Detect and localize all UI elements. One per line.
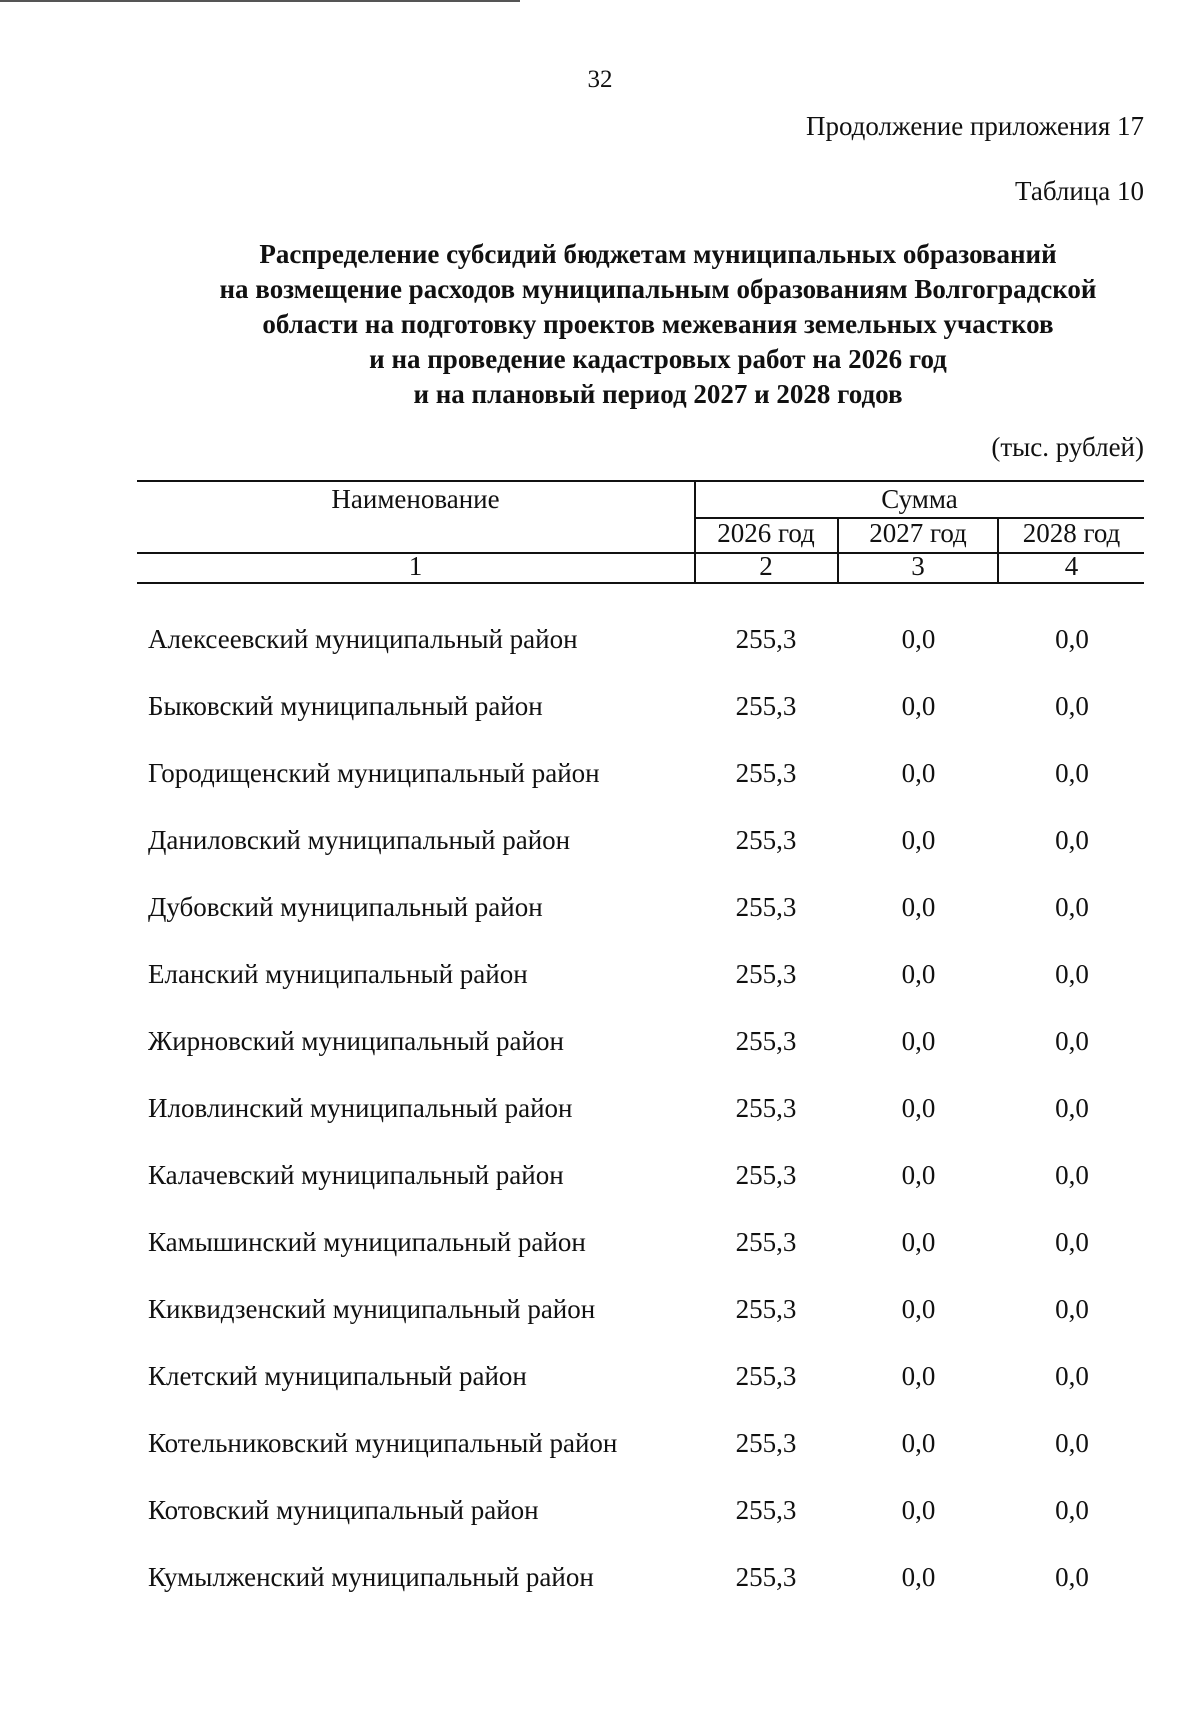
value-2026: 255,3 — [735, 1428, 797, 1458]
value-2027: 0,0 — [901, 1361, 936, 1391]
value-2028: 0,0 — [1055, 1495, 1089, 1525]
value-2028: 0,0 — [1055, 1294, 1089, 1324]
district-name: Калачевский муниципальный район — [148, 1160, 564, 1190]
value-2026: 255,3 — [735, 1361, 797, 1391]
value-2026: 255,3 — [735, 691, 797, 721]
district-name: Алексеевский муниципальный район — [148, 624, 578, 654]
value-2027: 0,0 — [901, 1093, 936, 1123]
value-2028: 0,0 — [1055, 624, 1089, 654]
table-row — [0, 1418, 1200, 1485]
value-2028: 0,0 — [1055, 1428, 1089, 1458]
value-2028: 0,0 — [1055, 1026, 1089, 1056]
district-name: Даниловский муниципальный район — [148, 825, 571, 855]
district-name: Котовский муниципальный район — [148, 1495, 539, 1525]
value-2028: 0,0 — [1055, 1160, 1089, 1190]
table-row — [0, 614, 1200, 681]
value-2028: 0,0 — [1055, 1093, 1089, 1123]
district-name: Клетский муниципальный район — [148, 1361, 527, 1391]
value-2026: 255,3 — [735, 1093, 797, 1123]
table-header — [137, 480, 1144, 584]
header-year-2028: 2028 год — [1022, 518, 1121, 548]
col-number-1: 1 — [408, 551, 423, 581]
value-2027: 0,0 — [901, 959, 936, 989]
value-2026: 255,3 — [735, 892, 797, 922]
table-number: Таблица 10 — [1015, 176, 1144, 206]
district-name: Жирновский муниципальный район — [148, 1026, 564, 1056]
table-row — [0, 1217, 1200, 1284]
value-2026: 255,3 — [735, 624, 797, 654]
col-number-2: 2 — [759, 551, 773, 581]
value-2027: 0,0 — [901, 1026, 936, 1056]
value-2026: 255,3 — [735, 825, 797, 855]
district-name: Кумылженский муниципальный район — [148, 1562, 594, 1592]
value-2026: 255,3 — [735, 1160, 797, 1190]
title-line: на возмещение расходов муниципальным образованиям Волгоградской — [219, 274, 1097, 304]
value-2026: 255,3 — [735, 1026, 797, 1056]
value-2027: 0,0 — [901, 1227, 936, 1257]
table-row — [0, 1552, 1200, 1619]
value-2027: 0,0 — [901, 1294, 936, 1324]
value-2027: 0,0 — [901, 1495, 936, 1525]
header-sum: Сумма — [881, 484, 958, 514]
header-bottom-border — [137, 582, 1144, 584]
table-row — [0, 748, 1200, 815]
value-2026: 255,3 — [735, 758, 797, 788]
district-name: Быковский муниципальный район — [148, 691, 543, 721]
value-2026: 255,3 — [735, 1227, 797, 1257]
document-title — [140, 237, 1176, 412]
header-name: Наименование — [331, 484, 500, 514]
table-row — [0, 1083, 1200, 1150]
table-row — [0, 1351, 1200, 1418]
value-2028: 0,0 — [1055, 959, 1089, 989]
table-row — [0, 1150, 1200, 1217]
district-name: Городищенский муниципальный район — [148, 758, 600, 788]
table-row — [0, 1016, 1200, 1083]
value-2028: 0,0 — [1055, 691, 1089, 721]
value-2027: 0,0 — [901, 758, 936, 788]
table-row — [0, 1284, 1200, 1351]
table-row — [0, 681, 1200, 748]
title-line: Распределение субсидий бюджетам муниципальных образований — [259, 239, 1057, 269]
value-2028: 0,0 — [1055, 1361, 1089, 1391]
district-name: Дубовский муниципальный район — [148, 892, 543, 922]
value-2026: 255,3 — [735, 1562, 797, 1592]
value-2028: 0,0 — [1055, 1227, 1089, 1257]
value-2026: 255,3 — [735, 959, 797, 989]
value-2027: 0,0 — [901, 1160, 936, 1190]
col-number-4: 4 — [1064, 551, 1079, 581]
value-2027: 0,0 — [901, 825, 936, 855]
col-number-3: 3 — [911, 551, 925, 581]
value-2028: 0,0 — [1055, 892, 1089, 922]
table-row — [0, 949, 1200, 1016]
district-name: Камышинский муниципальный район — [148, 1227, 586, 1257]
header-year-2026: 2026 год — [717, 518, 815, 548]
table-body — [0, 614, 1200, 1619]
district-name: Киквидзенский муниципальный район — [148, 1294, 596, 1324]
value-2026: 255,3 — [735, 1294, 797, 1324]
scan-border-line — [0, 0, 520, 2]
table-row — [0, 882, 1200, 949]
value-2028: 0,0 — [1055, 1562, 1089, 1592]
units-label: (тыс. рублей) — [991, 432, 1144, 462]
header-top-border — [137, 480, 1144, 482]
value-2027: 0,0 — [901, 624, 936, 654]
district-name: Еланский муниципальный район — [148, 959, 528, 989]
title-line: и на проведение кадастровых работ на 2026 год — [369, 344, 947, 374]
value-2028: 0,0 — [1055, 825, 1089, 855]
district-name: Котельниковский муниципальный район — [148, 1428, 618, 1458]
value-2027: 0,0 — [901, 1562, 936, 1592]
appendix-continuation: Продолжение приложения 17 — [805, 111, 1144, 141]
title-line: и на плановый период 2027 и 2028 годов — [413, 379, 903, 409]
title-line: области на подготовку проектов межевания земельных участков — [262, 309, 1054, 339]
district-name: Иловлинский муниципальный район — [148, 1093, 573, 1123]
value-2028: 0,0 — [1055, 758, 1089, 788]
value-2027: 0,0 — [901, 691, 936, 721]
value-2027: 0,0 — [901, 892, 936, 922]
table-row — [0, 815, 1200, 882]
table-row — [0, 1485, 1200, 1552]
value-2026: 255,3 — [735, 1495, 797, 1525]
header-year-2027: 2027 год — [869, 518, 967, 548]
value-2027: 0,0 — [901, 1428, 936, 1458]
page-number: 32 — [587, 66, 613, 93]
